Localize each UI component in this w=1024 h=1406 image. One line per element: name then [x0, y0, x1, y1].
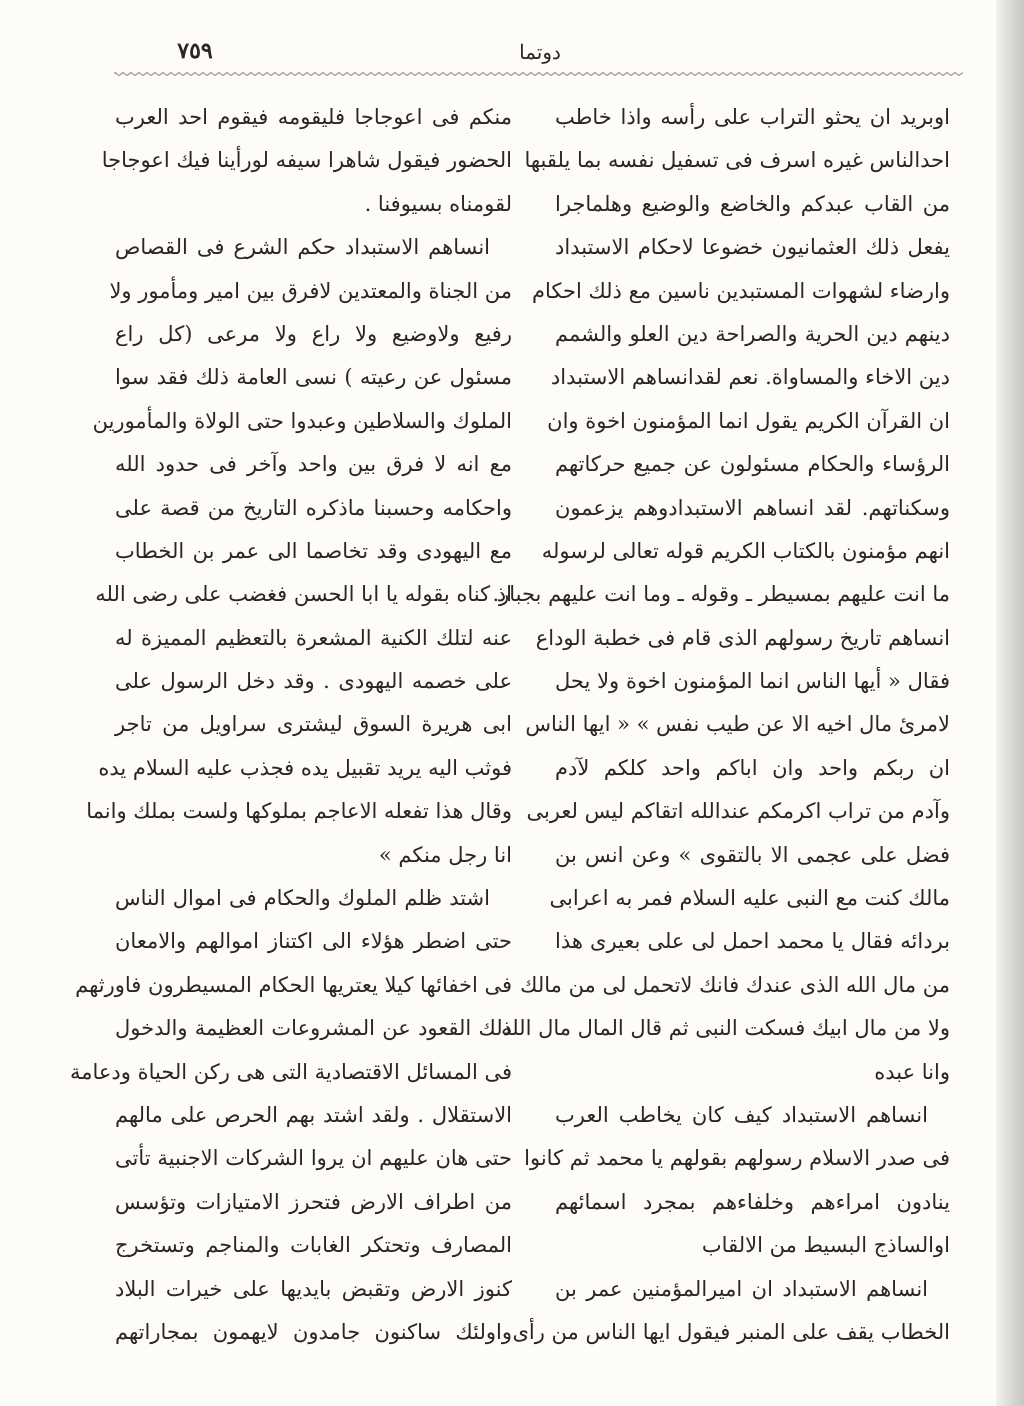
page-number: ٧٥٩ [177, 38, 213, 64]
text-line: عنه لتلك الكنية المشعرة بالتعظيم المميزة له [115, 625, 512, 650]
text-line: لامرئ مال اخيه الا عن طيب نفس » « ايها الناس [525, 712, 950, 737]
text-line: بردائه فقال يا محمد احمل لى على بعيرى هذا [555, 929, 950, 954]
page-edge-shadow [996, 0, 1024, 1406]
text-line: انساهم الاستبداد ان اميرالمؤمنين عمر بن [555, 1276, 928, 1301]
text-line: وسكناتهم. لقد انساهم الاستبدادوهم يزعمون [555, 495, 950, 520]
text-line: انهم مؤمنون بالكتاب الكريم قوله تعالى لرسوله [541, 538, 950, 563]
right-column [492, 96, 950, 1354]
text-line: انساهم تاريخ رسولهم الذى قام فى خطبة الوداع [535, 625, 950, 650]
text-line: احدالناس غيره اسرف فى تسفيل نفسه بما يلقبها [524, 148, 950, 173]
text-line: دينهم دين الحرية والصراحة دين العلو والشمم [555, 321, 950, 346]
text-line: من الجناة والمعتدين لافرق بين امير ومأمور ولا [109, 278, 512, 303]
text-line: كنوز الارض وتقبض بايديها على خيرات البلاد [115, 1276, 512, 1301]
text-line: وآدم من تراب اكرمكم عندالله اتقاكم ليس لعربى [526, 799, 950, 824]
text-line: فى المسائل الاقتصادية التى هى ركن الحياة ودعامة [69, 1059, 512, 1084]
text-line: الملوك والسلاطين وعبدوا حتى الولاة والمأمورين [92, 408, 512, 433]
text-line: اوالساذج البسيط من الالقاب [701, 1233, 950, 1258]
text-line: ينادون امراءهم وخلفاءهم بمجرد اسمائهم [555, 1189, 950, 1214]
text-line: اشتد ظلم الملوك والحكام فى اموال الناس [115, 886, 490, 911]
text-line: وارضاء لشهوات المستبدين ناسين مع ذلك احكام [531, 278, 950, 303]
left-column [69, 96, 512, 1354]
text-line: ان القرآن الكريم يقول انما المؤمنون اخوة وان [547, 408, 950, 433]
text-line: واولئك ساكنون جامدون لايهمون بمجاراتهم [115, 1319, 512, 1344]
text-line: الاستقلال . ولقد اشتد بهم الحرص على مالهم [115, 1102, 512, 1127]
text-line: لقومناه بسيوفنا . [364, 191, 512, 216]
text-line: ان ربكم واحد وان اباكم واحد كلكم لآدم [555, 755, 950, 780]
text-line: فى اخفائها كيلا يعتريها الحكام المسيطرون فاورثهم [75, 972, 512, 997]
text-line: يفعل ذلك العثمانيون خضوعا لاحكام الاستبداد [555, 235, 950, 260]
text-line: دين الاخاء والمساواة. نعم لقدانساهم الاستبداد [550, 365, 950, 390]
text-line: اذ كناه بقوله يا ابا الحسن فغضب على رضى الله [95, 582, 512, 607]
text-line: فضل على عجمى الا بالتقوى » وعن انس بن [555, 842, 950, 867]
text-line: من القاب عبدكم والخاضع والوضيع وهلماجرا [555, 191, 950, 216]
text-line: انا رجل منكم » [378, 842, 512, 867]
text-line: انساهم الاستبداد كيف كان يخاطب العرب [555, 1102, 928, 1127]
text-line: على خصمه اليهودى . وقد دخل الرسول على [115, 669, 512, 694]
text-line: رفيع ولاوضيع ولا راع ولا مرعى (كل راع [115, 321, 512, 346]
text-line: انساهم الاستبداد حكم الشرع فى القصاص [115, 235, 490, 260]
text-line: من مال الله الذى عندك فانك لاتحمل لى من مالك [520, 972, 950, 997]
text-line: اوبريد ان يحثو التراب على رأسه واذا خاطب [555, 105, 950, 129]
running-title: دوتما [519, 40, 561, 64]
text-line: فقال « أيها الناس انما المؤمنون اخوة ولا يحل [555, 669, 950, 694]
text-line: وانا عبده [874, 1059, 950, 1084]
text-line: فى صدر الاسلام رسولهم بقولهم يا محمد ثم كانوا [524, 1146, 950, 1171]
text-line: ما انت عليهم بمسيطر ـ وقوله ـ وما انت عليهم بجبار. [492, 582, 950, 607]
text-line: ابى هريرة السوق ليشترى سراويل من تاجر [115, 712, 512, 737]
text-line: من اطراف الارض فتحرز الامتيازات وتؤسس [115, 1189, 512, 1214]
text-line: ذلك القعود عن المشروعات العظيمة والدخول [115, 1016, 512, 1041]
text-line: مسئول عن رعيته ) نسى العامة ذلك فقد سوا [115, 365, 512, 390]
text-line: الحضور فيقول شاهرا سيفه لورأينا فيك اعوجاجا [101, 148, 512, 173]
text-line: منكم فى اعوجاجا فليقومه فيقوم احد العرب [115, 105, 512, 129]
text-line: حتى هان عليهم ان يروا الشركات الاجنبية تأتى [115, 1146, 512, 1171]
text-line: ولا من مال ابيك فسكت النبى ثم قال المال مال الله [500, 1016, 950, 1041]
text-line: الرؤساء والحكام مسئولون عن جميع حركاتهم [555, 452, 950, 477]
text-line: مع اليهودى وقد تخاصما الى عمر بن الخطاب [115, 538, 512, 563]
text-line: حتى اضطر هؤلاء الى اكتناز اموالهم والامعان [115, 929, 512, 954]
text-line: فوثب اليه يريد تقبيل يده فجذب عليه السلام يده [98, 755, 512, 780]
text-line: المصارف وتحتكر الغابات والمناجم وتستخرج [115, 1233, 512, 1258]
text-line: مع انه لا فرق بين واحد وآخر فى حدود الله [115, 452, 512, 477]
text-line: مالك كنت مع النبى عليه السلام فمر به اعرابى [549, 886, 950, 911]
text-line: وقال هذا تفعله الاعاجم بملوكها ولست بملك وانما [86, 799, 512, 824]
text-line: واحكامه وحسبنا ماذكره التاريخ من قصة على [115, 495, 512, 520]
header-wavy-rule [115, 70, 963, 78]
text-line: الخطاب يقف على المنبر فيقول ايها الناس من رأى [512, 1319, 950, 1344]
